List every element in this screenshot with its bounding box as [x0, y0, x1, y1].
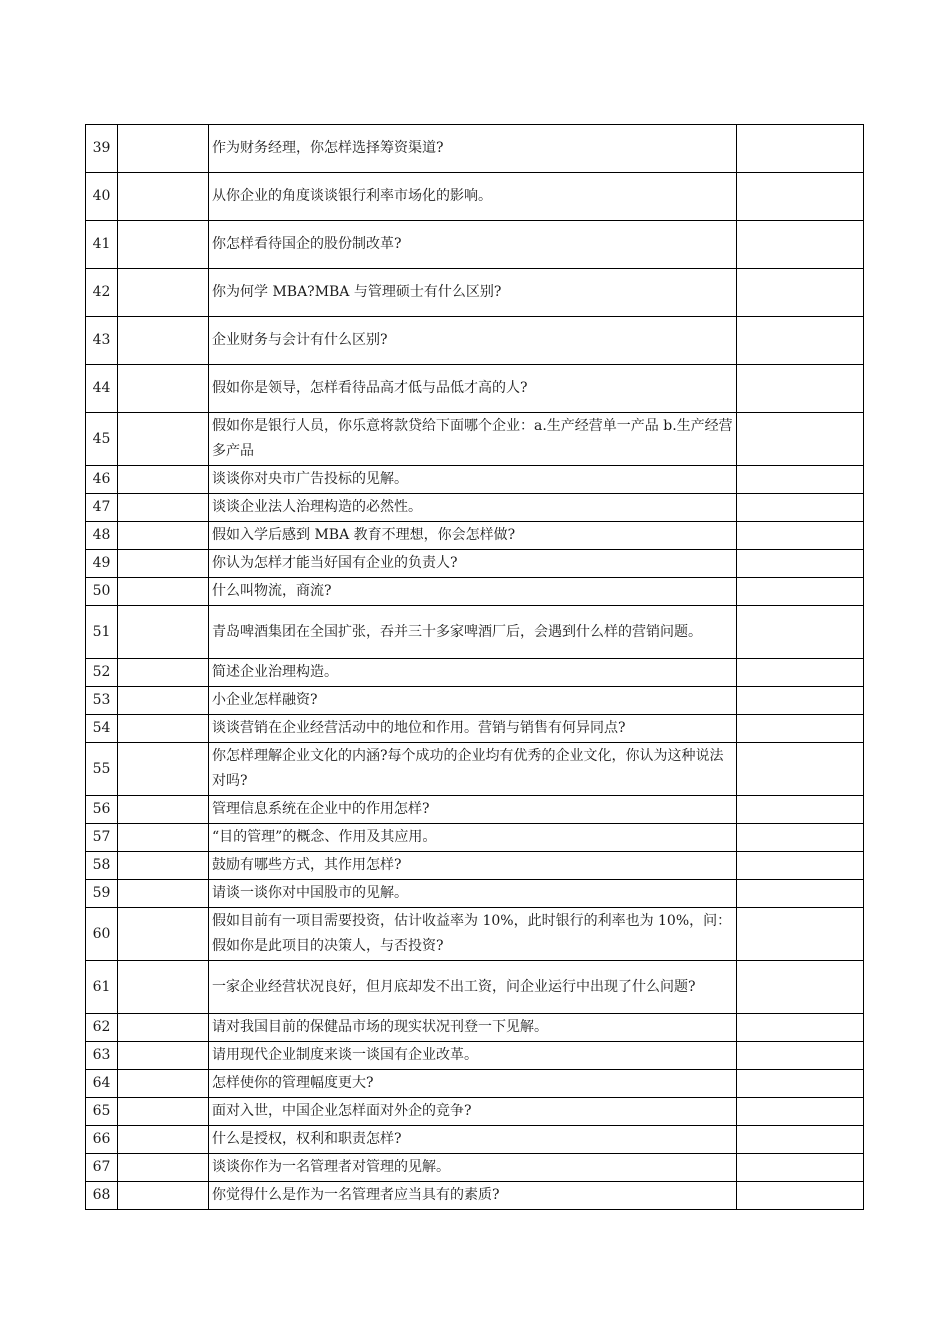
- notes-cell: [737, 1154, 864, 1182]
- table-row: [86, 908, 864, 961]
- notes-cell: [737, 908, 864, 961]
- question-text: 作为财务经理，你怎样选择筹资渠道?: [209, 125, 737, 173]
- question-text: 假如入学后感到 MBA 教育不理想，你会怎样做?: [209, 522, 737, 550]
- notes-cell: [737, 125, 864, 173]
- question-number: 41: [86, 221, 118, 269]
- blank-cell: [118, 606, 209, 659]
- question-text: 谈谈你作为一名管理者对管理的见解。: [209, 1154, 737, 1182]
- question-number: 43: [86, 317, 118, 365]
- notes-cell: [737, 824, 864, 852]
- notes-cell: [737, 221, 864, 269]
- question-text: 企业财务与会计有什么区别?: [209, 317, 737, 365]
- table-row: [86, 522, 864, 550]
- question-table-body: [86, 125, 864, 1210]
- blank-cell: [118, 578, 209, 606]
- notes-cell: [737, 269, 864, 317]
- question-text: 假如目前有一项目需要投资，估计收益率为 10%，此时银行的利率也为 10%，问：假如你是此项目的决策人，与否投资?: [209, 908, 737, 961]
- question-number: 65: [86, 1098, 118, 1126]
- question-number: 62: [86, 1014, 118, 1042]
- blank-cell: [118, 1070, 209, 1098]
- notes-cell: [737, 1070, 864, 1098]
- table-row: [86, 1070, 864, 1098]
- question-number: 39: [86, 125, 118, 173]
- question-text: “目的管理”的概念、作用及其应用。: [209, 824, 737, 852]
- question-text: 你觉得什么是作为一名管理者应当具有的素质?: [209, 1182, 737, 1210]
- question-number: 48: [86, 522, 118, 550]
- blank-cell: [118, 494, 209, 522]
- notes-cell: [737, 578, 864, 606]
- question-number: 68: [86, 1182, 118, 1210]
- notes-cell: [737, 522, 864, 550]
- notes-cell: [737, 550, 864, 578]
- question-number: 66: [86, 1126, 118, 1154]
- table-row: [86, 961, 864, 1014]
- blank-cell: [118, 824, 209, 852]
- blank-cell: [118, 466, 209, 494]
- notes-cell: [737, 961, 864, 1014]
- blank-cell: [118, 1042, 209, 1070]
- table-row: [86, 715, 864, 743]
- table-row: [86, 743, 864, 796]
- blank-cell: [118, 550, 209, 578]
- notes-cell: [737, 715, 864, 743]
- blank-cell: [118, 522, 209, 550]
- table-row: [86, 221, 864, 269]
- blank-cell: [118, 317, 209, 365]
- table-row: [86, 1014, 864, 1042]
- notes-cell: [737, 466, 864, 494]
- blank-cell: [118, 1098, 209, 1126]
- blank-cell: [118, 908, 209, 961]
- question-text: 从你企业的角度谈谈银行利率市场化的影响。: [209, 173, 737, 221]
- notes-cell: [737, 1014, 864, 1042]
- blank-cell: [118, 1154, 209, 1182]
- question-text: 你认为怎样才能当好国有企业的负责人?: [209, 550, 737, 578]
- question-number: 51: [86, 606, 118, 659]
- notes-cell: [737, 1042, 864, 1070]
- table-row: [86, 550, 864, 578]
- blank-cell: [118, 715, 209, 743]
- notes-cell: [737, 413, 864, 466]
- question-table: [85, 124, 864, 1210]
- question-text: 简述企业治理构造。: [209, 659, 737, 687]
- question-number: 56: [86, 796, 118, 824]
- table-row: [86, 1182, 864, 1210]
- question-number: 67: [86, 1154, 118, 1182]
- table-row: [86, 1042, 864, 1070]
- table-row: [86, 317, 864, 365]
- blank-cell: [118, 173, 209, 221]
- question-number: 57: [86, 824, 118, 852]
- notes-cell: [737, 494, 864, 522]
- question-text: 一家企业经营状况良好，但月底却发不出工资，问企业运行中出现了什么问题?: [209, 961, 737, 1014]
- question-text: 你为何学 MBA?MBA 与管理硕士有什么区别?: [209, 269, 737, 317]
- blank-cell: [118, 1014, 209, 1042]
- table-row: [86, 852, 864, 880]
- question-number: 47: [86, 494, 118, 522]
- notes-cell: [737, 1182, 864, 1210]
- notes-cell: [737, 606, 864, 659]
- table-row: [86, 659, 864, 687]
- question-number: 42: [86, 269, 118, 317]
- question-number: 55: [86, 743, 118, 796]
- blank-cell: [118, 125, 209, 173]
- question-number: 50: [86, 578, 118, 606]
- table-row: [86, 1154, 864, 1182]
- question-number: 46: [86, 466, 118, 494]
- question-text: 什么是授权，权利和职责怎样?: [209, 1126, 737, 1154]
- question-number: 60: [86, 908, 118, 961]
- question-text: 请用现代企业制度来谈一谈国有企业改革。: [209, 1042, 737, 1070]
- notes-cell: [737, 880, 864, 908]
- question-text: 假如你是领导，怎样看待品高才低与品低才高的人?: [209, 365, 737, 413]
- notes-cell: [737, 1098, 864, 1126]
- table-row: [86, 269, 864, 317]
- blank-cell: [118, 413, 209, 466]
- table-row: [86, 466, 864, 494]
- blank-cell: [118, 1126, 209, 1154]
- blank-cell: [118, 852, 209, 880]
- notes-cell: [737, 852, 864, 880]
- table-row: [86, 796, 864, 824]
- table-row: [86, 824, 864, 852]
- blank-cell: [118, 365, 209, 413]
- blank-cell: [118, 880, 209, 908]
- question-text: 谈谈营销在企业经营活动中的地位和作用。营销与销售有何异同点?: [209, 715, 737, 743]
- question-number: 45: [86, 413, 118, 466]
- question-number: 59: [86, 880, 118, 908]
- question-number: 49: [86, 550, 118, 578]
- question-text: 你怎样理解企业文化的内涵?每个成功的企业均有优秀的企业文化，你认为这种说法对吗?: [209, 743, 737, 796]
- question-number: 40: [86, 173, 118, 221]
- question-text: 青岛啤酒集团在全国扩张，吞并三十多家啤酒厂后，会遇到什么样的营销问题。: [209, 606, 737, 659]
- question-text: 谈谈企业法人治理构造的必然性。: [209, 494, 737, 522]
- blank-cell: [118, 221, 209, 269]
- question-text: 什么叫物流，商流?: [209, 578, 737, 606]
- notes-cell: [737, 173, 864, 221]
- question-text: 怎样使你的管理幅度更大?: [209, 1070, 737, 1098]
- question-text: 你怎样看待国企的股份制改革?: [209, 221, 737, 269]
- notes-cell: [737, 687, 864, 715]
- table-row: [86, 173, 864, 221]
- question-number: 44: [86, 365, 118, 413]
- blank-cell: [118, 796, 209, 824]
- question-number: 52: [86, 659, 118, 687]
- table-row: [86, 1098, 864, 1126]
- question-number: 61: [86, 961, 118, 1014]
- blank-cell: [118, 687, 209, 715]
- question-text: 小企业怎样融资?: [209, 687, 737, 715]
- blank-cell: [118, 659, 209, 687]
- table-row: [86, 606, 864, 659]
- notes-cell: [737, 317, 864, 365]
- blank-cell: [118, 961, 209, 1014]
- blank-cell: [118, 269, 209, 317]
- question-number: 64: [86, 1070, 118, 1098]
- table-row: [86, 494, 864, 522]
- question-text: 面对入世，中国企业怎样面对外企的竞争?: [209, 1098, 737, 1126]
- blank-cell: [118, 743, 209, 796]
- notes-cell: [737, 659, 864, 687]
- question-text: 假如你是银行人员，你乐意将款贷给下面哪个企业：a.生产经营单一产品 b.生产经营多产品: [209, 413, 737, 466]
- question-number: 54: [86, 715, 118, 743]
- table-row: [86, 880, 864, 908]
- notes-cell: [737, 365, 864, 413]
- question-number: 63: [86, 1042, 118, 1070]
- table-row: [86, 578, 864, 606]
- table-row: [86, 125, 864, 173]
- question-text: 鼓励有哪些方式，其作用怎样?: [209, 852, 737, 880]
- blank-cell: [118, 1182, 209, 1210]
- notes-cell: [737, 796, 864, 824]
- question-text: 谈谈你对央市广告投标的见解。: [209, 466, 737, 494]
- table-row: [86, 1126, 864, 1154]
- question-text: 请谈一谈你对中国股市的见解。: [209, 880, 737, 908]
- notes-cell: [737, 1126, 864, 1154]
- question-number: 53: [86, 687, 118, 715]
- question-text: 管理信息系统在企业中的作用怎样?: [209, 796, 737, 824]
- table-row: [86, 687, 864, 715]
- question-text: 请对我国目前的保健品市场的现实状况刊登一下见解。: [209, 1014, 737, 1042]
- table-row: [86, 413, 864, 466]
- notes-cell: [737, 743, 864, 796]
- question-number: 58: [86, 852, 118, 880]
- table-row: [86, 365, 864, 413]
